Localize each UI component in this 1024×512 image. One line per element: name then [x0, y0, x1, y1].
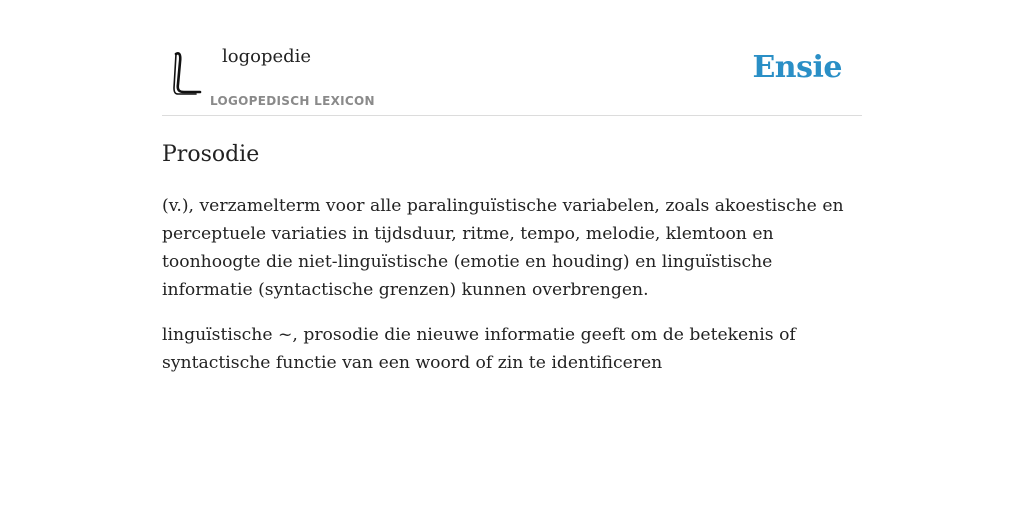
site-tagline: LOGOPEDISCH LEXICON — [210, 94, 375, 108]
header — [162, 0, 862, 116]
definition-text: (v.), verzamelterm voor alle paralinguïstische variabelen, zoals akoestische en perceptuele variaties in tijdsduur, ritme, tempo, melodie, klemtoon en toonhoogte die niet-linguïstische (emotie en houding) en linguïstische informatie (syntactische grenzen) kunnen overbrengen. — [162, 196, 844, 300]
site-name-link[interactable]: logopedie — [222, 46, 312, 67]
page — [162, 0, 862, 377]
ensie-brand-link[interactable]: Ensie — [752, 50, 842, 85]
letter-l-logo-icon[interactable] — [166, 48, 206, 100]
page-title: Prosodie — [162, 142, 260, 167]
subentry-text: linguïstische ~, prosodie die nieuwe informatie geeft om de betekenis of syntactische functie van een woord of zin te identificeren — [162, 325, 796, 373]
